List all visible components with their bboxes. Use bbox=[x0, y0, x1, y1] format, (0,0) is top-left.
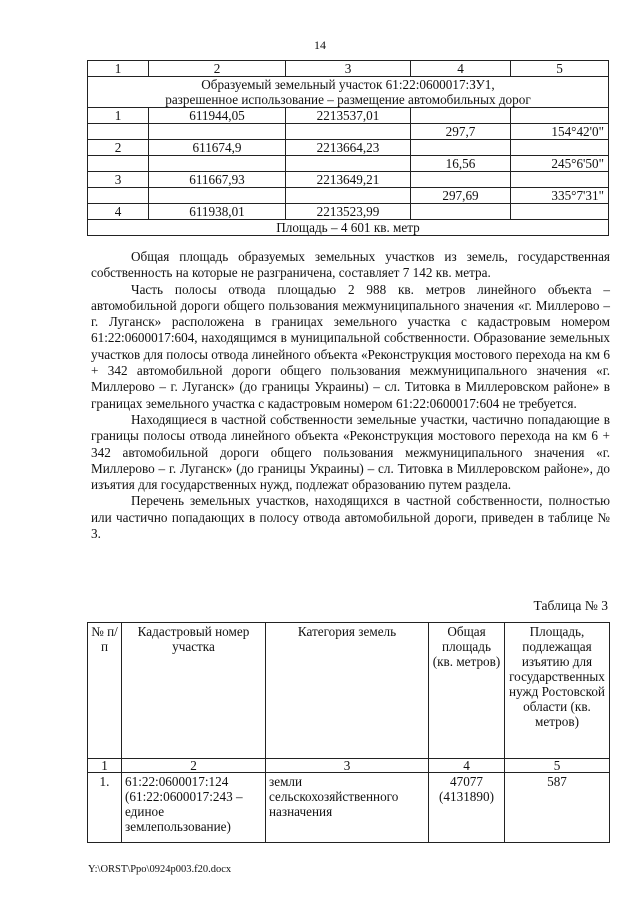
seized-area: 587 bbox=[505, 773, 610, 843]
body-text bbox=[91, 249, 610, 542]
table-cell: 1 bbox=[88, 759, 122, 773]
plot-title bbox=[88, 77, 609, 108]
header-cell: Кадастровый номер участка bbox=[122, 623, 266, 759]
segment-angle: 245°6'50" bbox=[511, 156, 609, 172]
table-row bbox=[88, 773, 610, 843]
column-numbers-row bbox=[88, 759, 610, 773]
table-cell: 3 bbox=[266, 759, 429, 773]
table-row bbox=[88, 204, 609, 220]
paragraph: Перечень земельных участков, находящихся в частной собственности, полностью или частично попадающих в полосу отвода автомобильной дороги, приведен в таблице № 3. bbox=[91, 493, 610, 542]
header-cell: Общая площадь (кв. метров) bbox=[429, 623, 505, 759]
point-y: 2213649,21 bbox=[286, 172, 411, 188]
page-number: 14 bbox=[314, 38, 326, 52]
paragraph: Часть полосы отвода площадью 2 988 кв. метров линейного объекта – автомобильной дороги общего пользования межмуниципального значения «г. Миллерово – г. Луганск» расположена в границах земельного участка с кадастровым номером 61:22:0600017:604, находящимся в муниципальной собственности. Образование земельных участков для полосы отвода линейного объекта «Реконструкция мостового перехода на км 6 + 342 автомобильной дороги общего пользования межмуниципального значения «г. Миллерово – г. Луганск» (до границы Украины) – сл. Титовка в Миллеровском районе» в границах земельного участка с кадастровым номером 61:22:0600017:604 не требуется. bbox=[91, 281, 610, 411]
paragraph: Общая площадь образуемых земельных участков из земель, государственная собственность на которые не разграничена, составляет 7 142 кв. метра. bbox=[91, 249, 610, 281]
table-cell: 5 bbox=[505, 759, 610, 773]
table-area-row bbox=[88, 220, 609, 236]
table-row bbox=[88, 108, 609, 124]
segment-length: 297,69 bbox=[411, 188, 511, 204]
segment-length: 16,56 bbox=[411, 156, 511, 172]
table-row bbox=[88, 156, 609, 172]
point-number: 4 bbox=[88, 204, 149, 220]
table-cell: 5 bbox=[511, 61, 609, 77]
point-number: 2 bbox=[88, 140, 149, 156]
table-header-row bbox=[88, 623, 610, 759]
segment-length: 297,7 bbox=[411, 124, 511, 140]
table-row bbox=[88, 124, 609, 140]
point-x: 611667,93 bbox=[149, 172, 286, 188]
point-x: 611944,05 bbox=[149, 108, 286, 124]
table-header-row bbox=[88, 61, 609, 77]
point-x: 611674,9 bbox=[149, 140, 286, 156]
point-number: 1 bbox=[88, 108, 149, 124]
table-cell: 4 bbox=[429, 759, 505, 773]
area-total: Площадь – 4 601 кв. метр bbox=[88, 220, 609, 236]
segment-angle: 154°42'0" bbox=[511, 124, 609, 140]
table-cell: 2 bbox=[122, 759, 266, 773]
total-area: 47077 (4131890) bbox=[429, 773, 505, 843]
table-row bbox=[88, 172, 609, 188]
plot-title-line1: Образуемый земельный участок 61:22:0600017:ЗУ1, bbox=[201, 77, 495, 92]
land-category: земли сельскохозяйственного назначения bbox=[266, 773, 429, 843]
table-cell: 2 bbox=[149, 61, 286, 77]
cadastral-number: 61:22:0600017:124 (61:22:0600017:243 – единое землепользование) bbox=[122, 773, 266, 843]
plot-title-line2: разрешенное использование – размещение автомобильных дорог bbox=[165, 92, 531, 107]
coordinates-table bbox=[87, 60, 609, 236]
table-row bbox=[88, 188, 609, 204]
table-title-row bbox=[88, 77, 609, 108]
header-cell: Категория земель bbox=[266, 623, 429, 759]
row-number: 1. bbox=[88, 773, 122, 843]
point-y: 2213664,23 bbox=[286, 140, 411, 156]
point-x: 611938,01 bbox=[149, 204, 286, 220]
segment-angle: 335°7'31" bbox=[511, 188, 609, 204]
private-plots-table bbox=[87, 622, 610, 843]
paragraph: Находящиеся в частной собственности земельные участки, частично попадающие в границы полосы отвода линейного объекта «Реконструкция мостового перехода на км 6 + 342 автомобильной дороги общего пользования межмуниципального значения «г. Миллерово – г. Луганск» (до границы Украины) – сл. Титовка в Миллеровском районе», до изъятия для государственных нужд, подлежат образованию путем раздела. bbox=[91, 411, 610, 493]
point-number: 3 bbox=[88, 172, 149, 188]
table-cell: 3 bbox=[286, 61, 411, 77]
file-path-footer: Y:\ORST\Ppo\0924p003.f20.docx bbox=[88, 864, 232, 875]
point-y: 2213523,99 bbox=[286, 204, 411, 220]
table-cell: 1 bbox=[88, 61, 149, 77]
header-cell: Площадь, подлежащая изъятию для государственных нужд Ростовской области (кв. метров) bbox=[505, 623, 610, 759]
table-caption: Таблица № 3 bbox=[533, 598, 608, 613]
table-row bbox=[88, 140, 609, 156]
point-y: 2213537,01 bbox=[286, 108, 411, 124]
header-cell: № п/п bbox=[88, 623, 122, 759]
table-cell: 4 bbox=[411, 61, 511, 77]
